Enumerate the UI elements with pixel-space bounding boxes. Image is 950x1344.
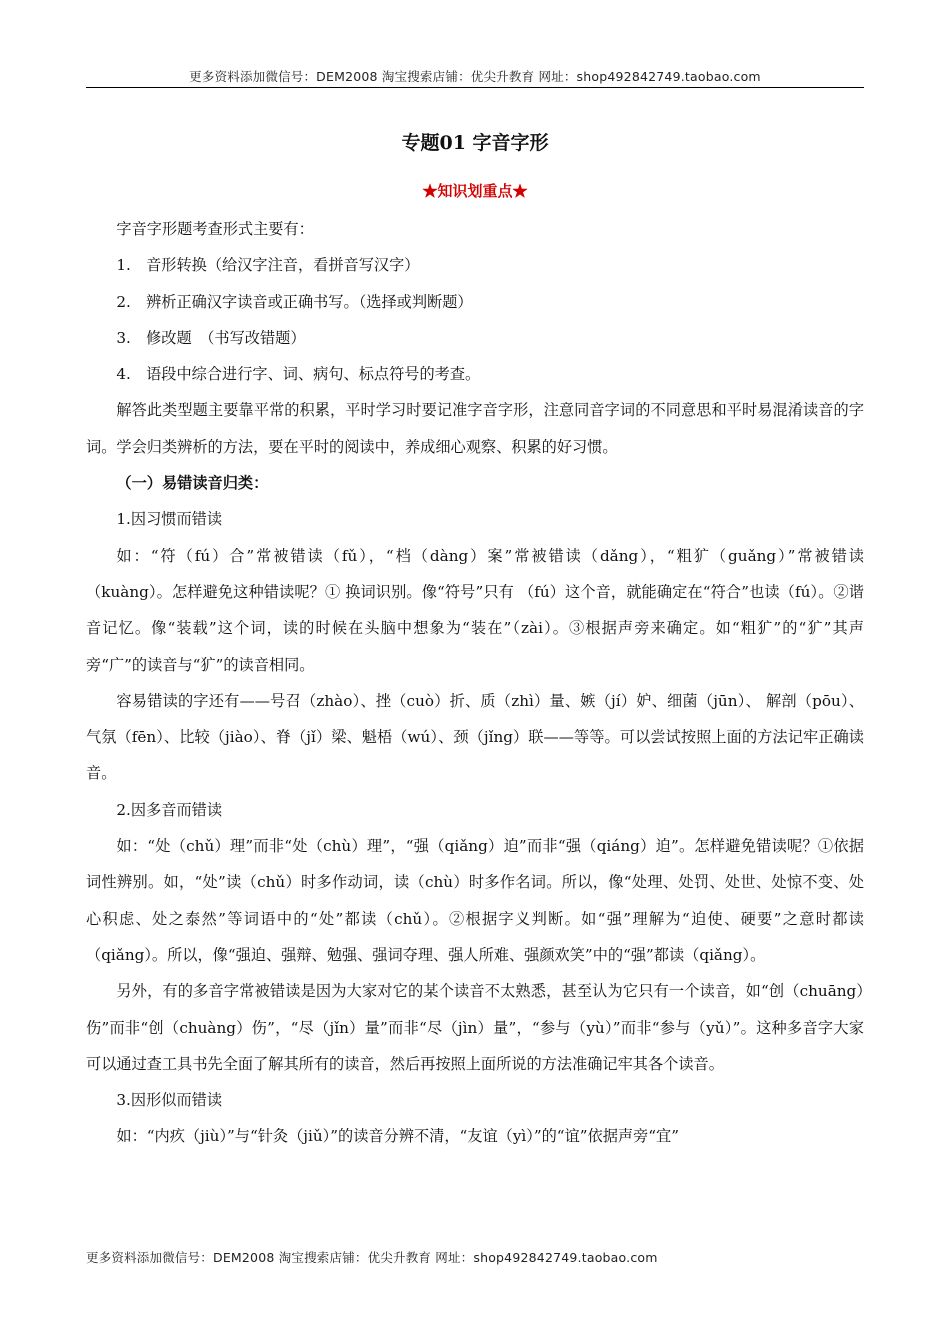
section-subtitle: ★知识划重点★ [422,182,528,200]
list-item: 1. 音形转换（给汉字注音，看拼音写汉字） [116,256,420,275]
page-footer: 更多资料添加微信号：DEM2008 淘宝搜索店铺：优尖升教育 网址：shop492842749.taobao.com [86,1250,658,1265]
page-header: 更多资料添加微信号：DEM2008 淘宝搜索店铺：优尖升教育 网址：shop492842749.taobao.com [189,69,761,84]
paragraph: 如：“内疚（jiù）”与“针灸（jiǔ）”的读音分辨不清，“友谊（yì）”的“谊”依据声旁“宜” [116,1127,679,1146]
list-item: 2. 辨析正确汉字读音或正确书写。（选择或判断题） [116,292,473,311]
paragraph: 如：“处（chǔ）理”而非“处（chù）理”，“强（qiǎng）迫”而非“强（qiáng）迫”。怎样避免错读呢？①依据词性辨别。如，“处”读（chǔ）时多作动词，读（chù）时多作名词。所以，像“处理、处罚、处世、处惊不变、处心积虑、处之泰然”等词语中的“处”都读（chǔ）。②根据字义判断。如“强”理解为“迫使、硬要”之意时都读（qiǎng）。所以，像“强迫、强辩、勉强、强词夺理、强人所难、强颜欢笑”中的“强”都读（qiǎng）。 [86,837,864,964]
paragraph: 如：“符（fú）合”常被错读（fǔ），“档（dàng）案”常被错读（dǎng），“粗犷（guǎng）”常被错读（kuàng）。怎样避免这种错读呢？① 换词识别。像“符号”只有 （fú）这个音，就能确定在“符合”也读（fú）。②谐音记忆。像“装载”这个词，读的时候在头脑中想象为“装在”（zài）。③根据声旁来确定。如“粗犷”的“犷”其声旁“广”的读音与“犷”的读音相同。 [86,546,864,674]
paragraph-intro: 字音字形题考查形式主要有： [116,220,314,238]
subsection-heading: 3.因形似而错读 [116,1091,223,1110]
paragraph: 解答此类型题主要靠平常的积累，平时学习时要记准字音字形，注意同音字词的不同意思和平时易混淆读音的字词。学会归类辨析的方法，要在平时的阅读中，养成细心观察、积累的好习惯。 [86,401,864,456]
paragraph: 另外，有的多音字常被错读是因为大家对它的某个读音不太熟悉，甚至认为它只有一个读音，如“创（chuāng）伤”而非“创（chuàng）伤”，“尽（jǐn）量”而非“尽（jìn）量”，“参与（yù）”而非“参与（yǔ）”。这种多音字大家可以通过查工具书先全面了解其所有的读音，然后再按照上面所说的方法准确记牢其各个读音。 [86,982,864,1073]
header-divider [86,87,864,88]
list-item: 3. 修改题 （书写改错题） [116,328,306,347]
subsection-heading: 2.因多音而错读 [116,800,223,819]
list-item: 4. 语段中综合进行字、词、病句、标点符号的考查。 [116,365,481,384]
section-heading: （一）易错读音归类： [116,474,269,493]
subsection-heading: 1.因习惯而错读 [116,510,223,529]
page-title: 专题01 字音字形 [401,132,549,154]
paragraph: 容易错读的字还有——号召（zhào）、挫（cuò）折、质（zhì）量、嫉（jí）妒、细菌（jūn）、 解剖（pōu）、气氛（fēn）、比较（jiào）、脊（jǐ）梁、魁梧（wú）、颈（jǐng）联——等等。可以尝试按照上面的方法记牢正确读音。 [86,691,864,783]
document-body [86,211,864,1155]
